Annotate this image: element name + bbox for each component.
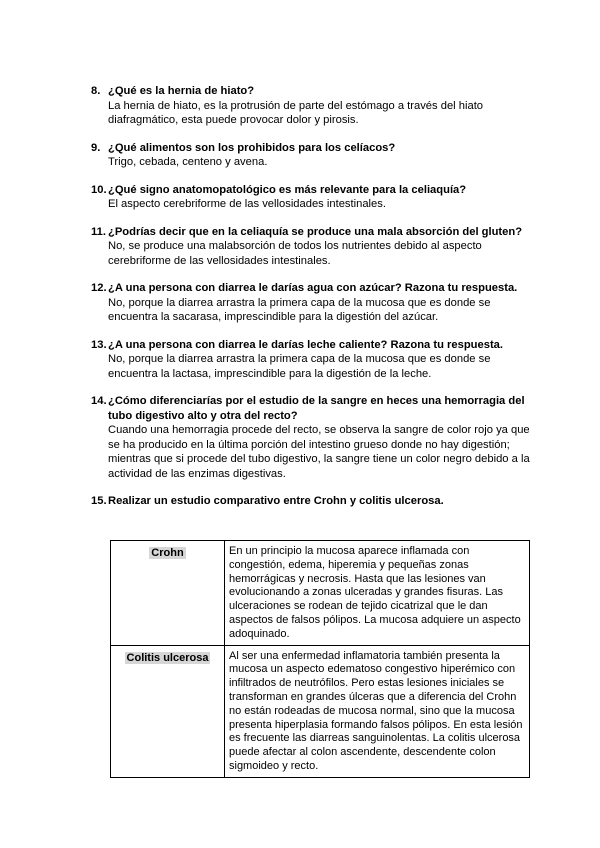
question-heading: [91, 141, 531, 156]
question-text: ¿Qué alimentos son los prohibidos para los celíacos?: [108, 141, 396, 154]
table-row-description: En un principio la mucosa aparece inflamada con congestión, edema, hiperemia y pequeñas zonas hemorrágicas y necrosis. Hasta que las lesiones van evolucionando a zonas ulceradas y grandes fisuras. Las ulceraciones se rodean de tejido cicatrizal que le dan aspectos de falsos pólipos. La mucosa adquiere un aspecto adoquinado.: [225, 541, 530, 646]
answer-text: La hernia de hiato, es la protrusión de parte del estómago a través del hiato diafragmático, esta puede provocar dolor y pirosis.: [108, 99, 484, 126]
question-13: [0, 338, 600, 382]
question-8: [0, 84, 600, 128]
table-row-label: [111, 645, 225, 777]
table-row-description: Al ser una enfermedad inflamatoria también presenta la mucosa un aspecto edematoso congestivo hiperémico con infiltrados de neutrófilos. Pero estas lesiones iniciales se transforman en grandes úlceras que a diferencia del Crohn no están rodeadas de mucosa normal, sino que la mucosa presenta hiperplasia formando falsos pólipos. En esta lesión es frecuente las diarreas sanguinolentas. La colitis ulcerosa puede afectar al colon ascendente, descendente colon sigmoideo y recto.: [225, 645, 530, 777]
question-heading: [91, 394, 531, 423]
answer-text: Trigo, cebada, centeno y avena.: [108, 156, 268, 168]
question-number: 11.: [91, 225, 106, 238]
row-label-text: Colitis ulcerosa: [126, 651, 209, 664]
question-heading: [91, 281, 531, 296]
row-label-text: Crohn: [151, 547, 184, 559]
question-heading: [91, 225, 531, 240]
question-text: ¿A una persona con diarrea le darías agua con azúcar? Razona tu respuesta.: [108, 282, 518, 294]
question-number: 14.: [91, 395, 107, 407]
question-number: 10.: [91, 183, 107, 196]
question-text: ¿Qué signo anatomopatológico es más relevante para la celiaquía?: [108, 183, 467, 196]
table-row: [111, 541, 530, 646]
question-number: 8.: [91, 85, 101, 97]
question-10: [0, 183, 600, 212]
comparison-table: [110, 540, 530, 778]
answer-text: No, porque la diarrea arrastra la primera capa de la mucosa que es donde se encuentra la lactasa, imprescindible para la digestión de la leche.: [108, 353, 491, 380]
question-number: 15.: [91, 495, 107, 507]
question-text: ¿A una persona con diarrea le darías leche caliente? Razona tu respuesta.: [108, 338, 504, 351]
table-row: [111, 645, 530, 777]
table-row-label: [111, 541, 225, 646]
question-heading: [91, 84, 531, 99]
question-9: [0, 141, 600, 170]
answer-text: El aspecto cerebriforme de las vellosidades intestinales.: [108, 198, 386, 210]
question-15: [0, 494, 600, 509]
question-number: 12.: [91, 282, 107, 294]
answer-text: Cuando una hemorragia procede del recto, se observa la sangre de color rojo ya que se ha producido en la última porción del intestino grueso donde no hay digestión; mientras que si procede del tubo digestivo, la sangre tiene un color negro debido a la actividad de las enzimas digestivas.: [108, 424, 530, 480]
question-text: ¿Cómo diferenciarías por el estudio de la sangre en heces una hemorragia del tubo digestivo alto y otra del recto?: [108, 395, 525, 422]
question-number: 13.: [91, 338, 107, 351]
question-text: Realizar un estudio comparativo entre Crohn y colitis ulcerosa.: [108, 495, 444, 507]
question-heading: [91, 183, 531, 198]
question-text: ¿Podrías decir que en la celiaquía se produce una mala absorción del gluten?: [108, 225, 523, 238]
answer-text: No, porque la diarrea arrastra la primera capa de la mucosa que es donde se encuentra la sacarasa, imprescindible para la digestión del azúcar.: [108, 296, 491, 323]
question-heading: [91, 494, 531, 509]
question-14: [0, 394, 600, 481]
question-12: [0, 281, 600, 325]
answer-text: No, se produce una malabsorción de todos los nutrientes debido al aspecto cerebriforme de las vellosidades intestinales.: [108, 240, 482, 267]
question-text: ¿Qué es la hernia de hiato?: [108, 85, 255, 97]
question-heading: [91, 338, 531, 353]
question-number: 9.: [91, 141, 101, 154]
question-11: [0, 225, 600, 269]
